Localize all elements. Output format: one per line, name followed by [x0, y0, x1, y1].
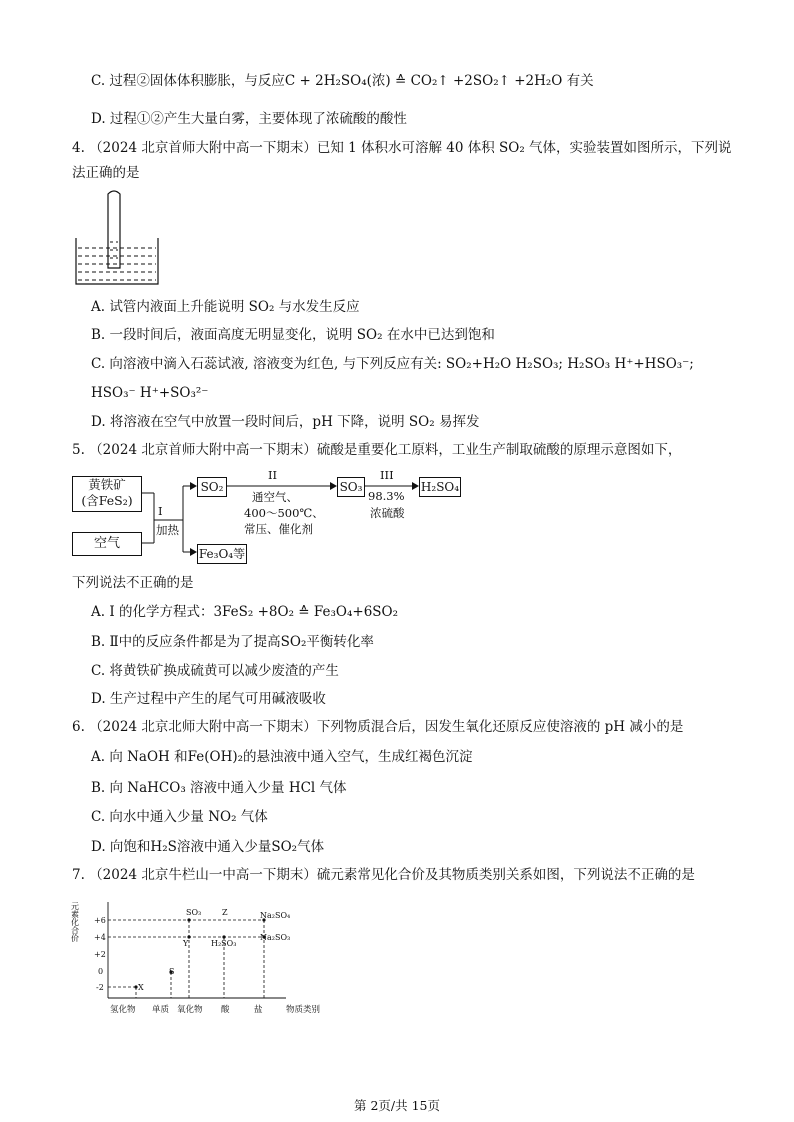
sulfuric-acid-flow-diagram: [72, 470, 472, 570]
xcat-hydride: 氢化物: [110, 1005, 136, 1015]
q4-option-b: B. 一段时间后，液面高度无明显变化，说明 SO₂ 在水中已达到饱和: [91, 327, 495, 343]
heat-label: 加热: [156, 523, 179, 537]
q3-option-d: D. 过程①②产生大量白雾，主要体现了浓硫酸的酸性: [91, 111, 407, 127]
fe3o4-box: Fe₃O₄等: [197, 544, 247, 564]
q5-stem: 5. （2024 北京首师大附中高一下期末）硫酸是重要化工原料，工业生产制取硫酸的原理示意图如下，: [72, 442, 682, 458]
xcat-oxide: 氧化物: [177, 1005, 203, 1015]
q5-option-d: D. 生产过程中产生的尾气可用碱液吸收: [91, 691, 326, 707]
ytick-plus6: +6: [94, 916, 106, 925]
pyrite-label: 黄铁矿: [88, 477, 126, 492]
chart-ylabel: 元素化合价: [70, 902, 80, 942]
step-3-label: III: [380, 468, 394, 482]
ytick-plus2: +2: [94, 950, 106, 959]
q4-option-a: A. 试管内液面上升能说明 SO₂ 与水发生反应: [91, 299, 360, 315]
step-2-label: II: [268, 468, 278, 482]
xcat-element: 单质: [152, 1005, 170, 1015]
xcat-salt: 盐: [254, 1005, 263, 1015]
acid-concentration: 98.3%: [368, 489, 405, 503]
q5-option-c: C. 将黄铁矿换成硫黄可以减少废渣的产生: [91, 663, 339, 679]
label-s: S: [169, 967, 175, 976]
so3-box: SO₃: [337, 477, 365, 497]
q5-option-a: A. I 的化学方程式：3FeS₂ +8O₂ ≙ Fe₃O₄+6SO₂: [91, 604, 399, 620]
ytick-plus4: +4: [94, 933, 106, 942]
q5-option-b: B. Ⅱ中的反应条件都是为了提高SO₂平衡转化率: [91, 634, 374, 650]
air-box: 空气: [72, 532, 142, 556]
condition-2: 400～500℃、: [244, 506, 324, 520]
q4-option-d: D. 将溶液在空气中放置一段时间后，pH 下降，说明 SO₂ 易挥发: [91, 414, 480, 430]
label-y: Y: [183, 939, 189, 948]
q5-question: 下列说法不正确的是: [72, 575, 194, 591]
label-z: Z: [222, 908, 228, 917]
q4-stem-cont: 法正确的是: [72, 165, 140, 181]
q7-stem: 7. （2024 北京牛栏山一中高一下期末）硫元素常见化合价及其物质类别关系如图，下列说法不正确的是: [72, 867, 695, 883]
test-tube-apparatus-figure: [72, 190, 164, 290]
q6-option-d: D. 向饱和H₂S溶液中通入少量SO₂气体: [91, 839, 325, 855]
q6-option-a: A. 向 NaOH 和Fe(OH)₂的悬浊液中通入空气，生成红褐色沉淀: [91, 749, 473, 765]
label-x: X: [138, 983, 144, 992]
ytick-minus2: -2: [96, 983, 104, 992]
q4-option-c: C. 向溶液中滴入石蕊试液, 溶液变为红色, 与下列反应有关: SO₂+H₂O H₂SO₃; H₂SO₃ H⁺+HSO₃⁻;: [91, 356, 694, 372]
h2so4-box: H₂SO₄: [419, 477, 461, 497]
label-na2so3: Na₂SO₃: [260, 933, 291, 942]
ytick-zero: 0: [98, 967, 104, 976]
pyrite-box: [72, 476, 142, 512]
step-1-label: I: [158, 504, 163, 518]
acid-name: 浓硫酸: [370, 506, 405, 520]
label-na2so4: Na₂SO₄: [260, 911, 291, 920]
so2-box: SO₂: [197, 477, 227, 497]
q6-stem: 6. （2024 北京北师大附中高一下期末）下列物质混合后，因发生氧化还原反应使溶液的 pH 减小的是: [72, 719, 684, 735]
label-h2so3: H₂SO₃: [211, 939, 237, 948]
q4-stem: 4. （2024 北京首师大附中高一下期末）已知 1 体积水可溶解 40 体积 SO₂ 气体，实验装置如图所示，下列说: [72, 140, 732, 156]
q3-option-c: C. 过程②固体体积膨胀，与反应C + 2H₂SO₄(浓) ≙ CO₂↑ +2SO₂↑ +2H₂O 有关: [91, 73, 594, 89]
q6-option-b: B. 向 NaHCO₃ 溶液中通入少量 HCl 气体: [91, 780, 347, 796]
condition-3: 常压、催化剂: [244, 522, 313, 536]
label-so3: SO₃: [186, 908, 202, 917]
pyrite-formula: (含FeS₂): [81, 493, 133, 508]
xaxis-label: 物质类别: [286, 1005, 321, 1015]
q4-option-c-cont: HSO₃⁻ H⁺+SO₃²⁻: [91, 385, 209, 401]
q6-option-c: C. 向水中通入少量 NO₂ 气体: [91, 809, 268, 825]
point-so3: [187, 918, 190, 921]
condition-1: 通空气、: [252, 490, 298, 504]
sulfur-valence-chart: [72, 894, 342, 1024]
xcat-acid: 酸: [221, 1005, 230, 1015]
page-footer: 第 2页/共 15页: [353, 1098, 441, 1113]
